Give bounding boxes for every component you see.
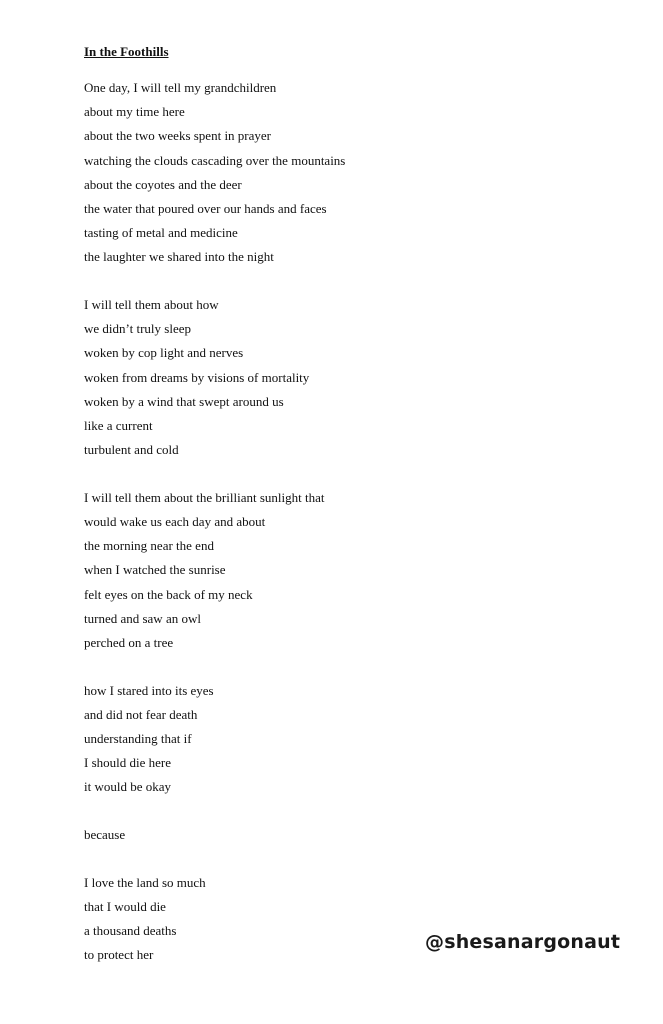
poem-line: a thousand deaths (84, 923, 177, 939)
poem-line: the morning near the end (84, 538, 214, 554)
stanza-break (84, 800, 604, 824)
poem-line: woken by a wind that swept around us (84, 393, 284, 409)
stanza-break (84, 655, 604, 679)
poem-line: about the coyotes and the deer (84, 176, 242, 192)
stanza-2 (84, 293, 604, 462)
poem-line: about my time here (84, 104, 185, 120)
poem-line: turbulent and cold (84, 442, 179, 458)
poem-page (84, 42, 604, 968)
poem-line: would wake us each day and about (84, 514, 266, 529)
poem-title: In the Foothills (84, 44, 169, 59)
poem-line: it would be okay (84, 779, 172, 795)
stanza-break (84, 847, 604, 871)
poem-line: and did not fear death (84, 706, 198, 722)
poem-line: watching the clouds cascading over the mountains (84, 152, 346, 168)
poem-line: when I watched the sunrise (84, 562, 226, 578)
poem-line: I will tell them about how (84, 297, 219, 312)
poem-line: understanding that if (84, 731, 192, 746)
poem-line: woken from dreams by visions of mortality (84, 369, 310, 385)
stanza-1 (84, 76, 604, 270)
stanza-break (84, 270, 604, 294)
poem-line: the laughter we shared into the night (84, 249, 274, 265)
poem-line: to protect her (84, 947, 154, 963)
poem-line: One day, I will tell my grandchildren (84, 80, 277, 95)
author-handle-watermark: @shesanargonaut (425, 931, 621, 953)
poem-line: I will tell them about the brilliant sunlight that (84, 489, 325, 505)
poem-line: tasting of metal and medicine (84, 225, 238, 241)
poem-line: that I would die (84, 898, 166, 914)
stanza-3 (84, 486, 604, 655)
poem-line: felt eyes on the back of my neck (84, 586, 253, 602)
poem-line: turned and saw an owl (84, 610, 201, 626)
stanza-5 (84, 823, 604, 847)
poem-line: we didn’t truly sleep (84, 321, 191, 337)
poem-line: woken by cop light and nerves (84, 345, 244, 361)
poem-line: about the two weeks spent in prayer (84, 128, 272, 144)
poem-line: I love the land so much (84, 874, 206, 890)
poem-line: like a current (84, 417, 153, 433)
poem-line: the water that poured over our hands and faces (84, 200, 327, 216)
stanza-4 (84, 679, 604, 800)
poem-line: I should die here (84, 755, 172, 771)
poem-line: perched on a tree (84, 634, 174, 650)
poem-line: how I stared into its eyes (84, 682, 214, 698)
stanza-break (84, 462, 604, 486)
poem-line: because (84, 827, 126, 843)
